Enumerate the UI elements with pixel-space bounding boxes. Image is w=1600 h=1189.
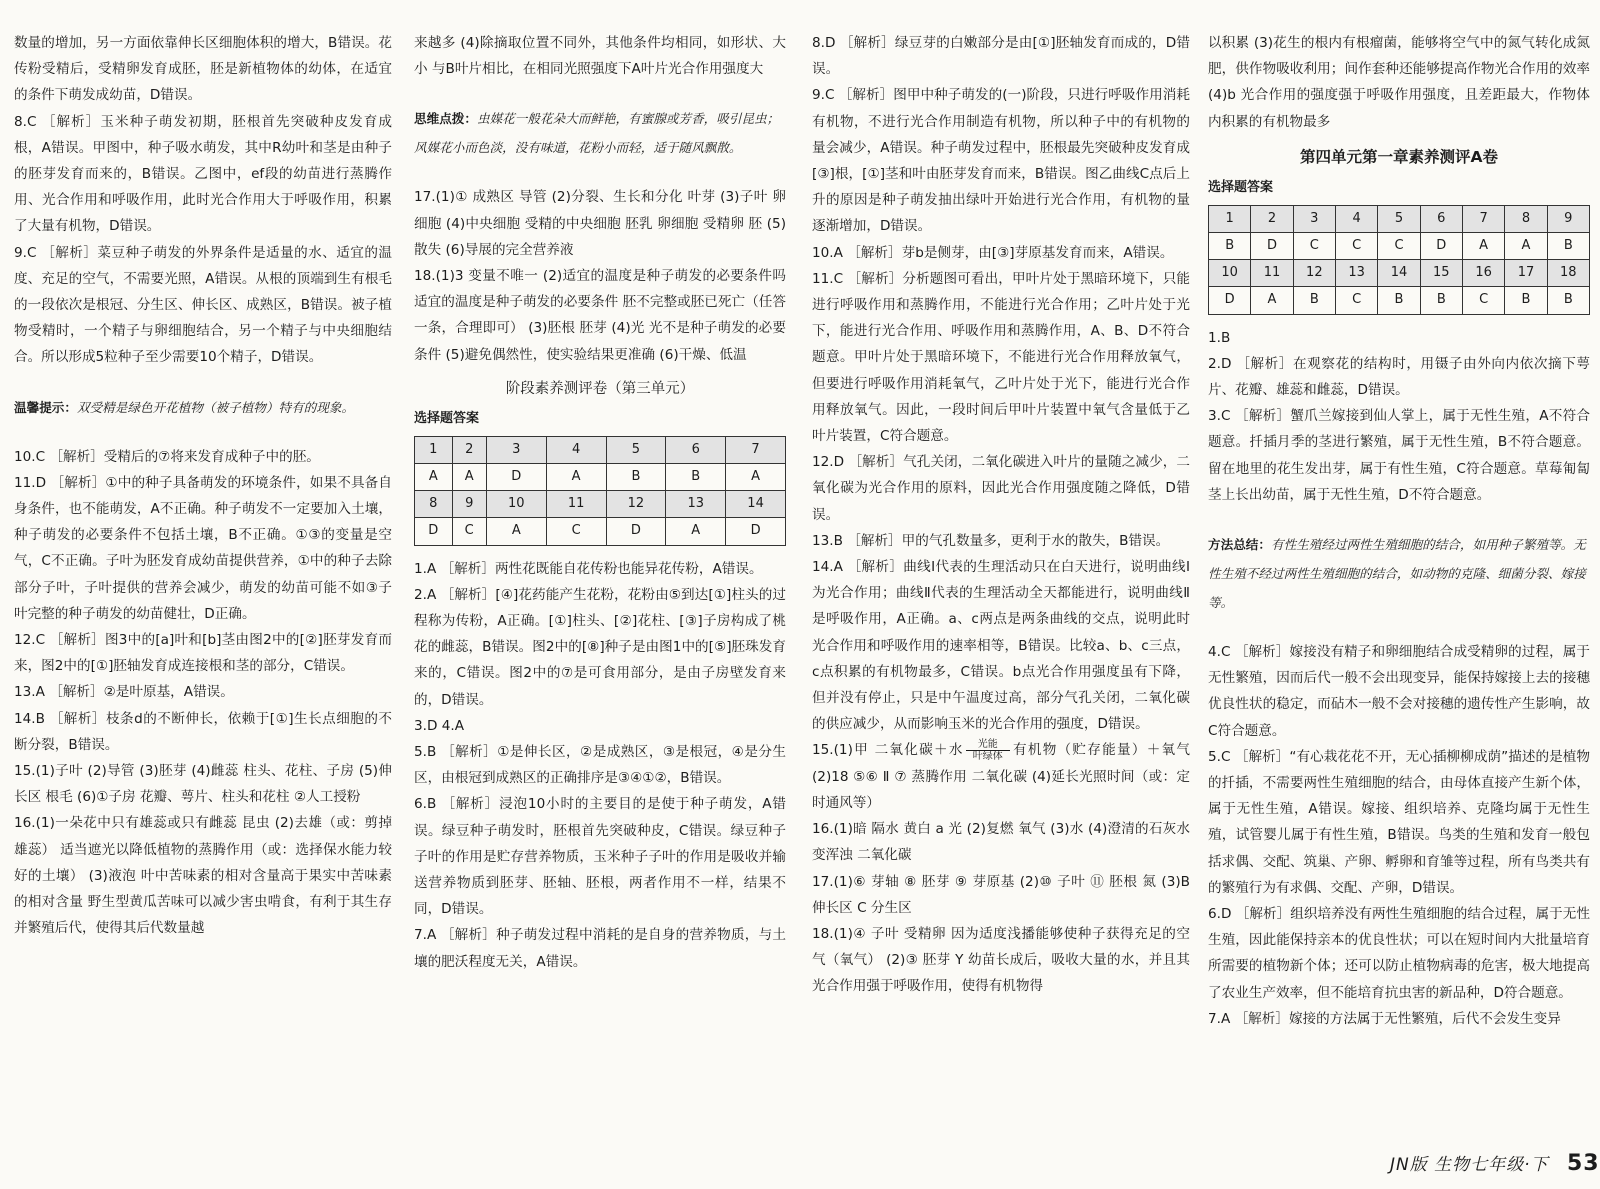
- table-cell: 14: [1378, 260, 1420, 287]
- table-cell: 18: [1547, 260, 1589, 287]
- table-row-answers: [415, 464, 786, 491]
- method-summary-note: [1208, 530, 1590, 617]
- answer-paragraph: 12.C ［解析］图3中的[a]叶和[b]茎由图2中的[②]胚芽发育而来，图2中的[①]胚轴发育成连接根和茎的部分，C错误。: [14, 632, 392, 675]
- table-cell: 9: [452, 491, 486, 518]
- table-cell: C: [1335, 233, 1377, 260]
- table-cell: A: [1251, 287, 1293, 314]
- table-row-numbers: [415, 491, 786, 518]
- answer-paragraph: 3.D 4.A: [414, 717, 465, 734]
- table-cell: 4: [546, 436, 606, 463]
- table-cell: 12: [1293, 260, 1335, 287]
- table-cell: B: [606, 464, 666, 491]
- answer-paragraph: 1.B: [1208, 329, 1231, 346]
- table-cell: A: [1505, 233, 1547, 260]
- answer-paragraph: 18.(1)3 变量不唯一 (2)适宜的温度是种子萌发的必要条件吗 适宜的温度是种子萌发的必要条件 胚不完整或胚已死亡（任答一条，合理即可） (3)胚根 胚芽 (4)光 光不是种子萌发的必要条件 (5)避免偶然性，使实验结果更准确 (6)干燥、低温: [414, 268, 786, 363]
- table-cell: 1: [1209, 205, 1251, 232]
- answer-paragraph: 17.(1)① 成熟区 导管 (2)分裂、生长和分化 叶芽 (3)子叶 卵细胞 (4)中央细胞 受精的中央细胞 胚乳 卵细胞 受精卵 胚 (5)散失 (6)导展的完全营养液: [414, 189, 786, 258]
- table-cell: 8: [415, 491, 453, 518]
- table-cell: D: [486, 464, 546, 491]
- table-cell: 11: [546, 491, 606, 518]
- note-label: 思维点拨：: [414, 111, 477, 127]
- answer-paragraph: 9.C ［解析］菜豆种子萌发的外界条件是适量的水、适宜的温度、充足的空气，不需要光照，A错误。从根的顶端到生有根毛的一段依次是根冠、分生区、伸长区、成熟区，B错误。被子植物受精时，一个精子与卵细胞结合，另一个精子与中央细胞结合。所以形成5粒种子至少需要10个精子，D错误。: [14, 244, 392, 366]
- table-cell: B: [1547, 233, 1589, 260]
- tip-label: 温馨提示：: [14, 399, 77, 415]
- table-row-numbers: [1209, 205, 1590, 232]
- table-cell: B: [1420, 287, 1462, 314]
- answer-paragraph: 6.D ［解析］组织培养没有两性生殖细胞的结合过程，属于无性生殖，因此能保持亲本的优良性状；可以在短时间内大批量培育所需要的植物新个体；还可以防止植物病毒的危害，极大地提高了农业生产效率，但不能培育抗虫害的新品种，D符合题意。: [1208, 906, 1590, 1001]
- table-cell: B: [1293, 287, 1335, 314]
- note-text: 虫媒花一般花朵大而鲜艳，有蜜腺或芳香，吸引昆虫；风媒花小而色淡，没有味道，花粉小而轻，适于随风飘散。: [414, 111, 780, 156]
- answer-paragraph: 9.C ［解析］图甲中种子萌发的(一)阶段，只进行呼吸作用消耗有机物，不进行光合作用制造有机物，所以种子中的有机物的量会减少，A错误。种子萌发过程中，胚根最先突破种皮发育成[③]根，[①]茎和叶由胚芽发育而来，B错误。图乙曲线C点后上升的原因是种子萌发抽出绿叶开始进行光合作用，有机物的量逐渐增加，D错误。: [812, 87, 1190, 235]
- tip-note: [14, 393, 392, 422]
- page-footer: [1390, 1150, 1600, 1176]
- table-cell: D: [606, 518, 666, 545]
- answer-paragraph: 7.A ［解析］种子萌发过程中消耗的是自身的营养物质，与土壤的肥沃程度无关，A错误。: [414, 927, 786, 970]
- answer-paragraph: 4.C ［解析］嫁接没有精子和卵细胞结合成受精卵的过程，属于无性繁殖，因而后代一般不会出现变异，能保持嫁接上去的接穗优良性状的稳定，而砧木一般不会对接穗的遗传性产生影响，故C符合题意。: [1208, 644, 1590, 739]
- table-cell: 10: [486, 491, 546, 518]
- table-cell: A: [726, 464, 786, 491]
- table-cell: D: [1420, 233, 1462, 260]
- answer-paragraph: 3.C ［解析］蟹爪兰嫁接到仙人掌上，属于无性生殖，A不符合题意。扦插月季的茎进行繁殖，属于无性生殖，B不符合题意。留在地里的花生发出芽，属于有性生殖，C符合题意。草莓匍匐茎上长出幼苗，属于无性生殖，D不符合题意。: [1208, 408, 1590, 503]
- table-cell: 10: [1209, 260, 1251, 287]
- table-cell: 2: [452, 436, 486, 463]
- answer-paragraph: 8.D ［解析］绿豆芽的白嫩部分是由[①]胚轴发育而成的，D错误。: [812, 35, 1190, 78]
- answer-paragraph: 16.(1)一朵花中只有雄蕊或只有雌蕊 昆虫 (2)去雄（或：剪掉雄蕊） 适当遮光以降低植物的蒸腾作用（或：选择保水能力较好的土壤） (3)液泡 叶中苦味素的相对含量高于果实中苦味素的相对含量 野生型黄瓜苦味可以减少害虫啃食，有利于其生存并繁殖后代，使得其后代数量越: [14, 815, 392, 937]
- answer-paragraph: 5.C ［解析］“有心栽花花不开，无心插柳柳成荫”描述的是植物的扦插，不需要两性生殖细胞的结合，由母体直接产生新个体，属于无性生殖，A错误。嫁接、组织培养、克隆均属于无性生殖，试管婴儿属于有性生殖，B错误。鸟类的生殖和发育一般包括求偶、交配、筑巢、产卵、孵卵和育雏等过程，所有鸟类共有的繁殖行为有求偶、交配、产卵，D错误。: [1208, 748, 1590, 896]
- table-cell: A: [666, 518, 726, 545]
- page-number: 53: [1566, 1151, 1600, 1176]
- table-cell: A: [486, 518, 546, 545]
- answer-table: [1208, 205, 1590, 315]
- table-row-numbers: [1209, 260, 1590, 287]
- table-cell: 6: [666, 436, 726, 463]
- edition-label: JN版: [1390, 1155, 1428, 1175]
- answer-paragraph: 8.C ［解析］玉米种子萌发初期，胚根首先突破种皮发育成根，A错误。甲图中，种子吸水萌发，其中R幼叶和茎是由种子的胚芽发育而来的，B错误。乙图中，ef段的幼苗进行蒸腾作用、光合作用和呼吸作用，此时光合作用大于呼吸作用，积累了大量有机物，D错误。: [14, 113, 392, 235]
- table-cell: 4: [1335, 205, 1377, 232]
- table-cell: 16: [1462, 260, 1504, 287]
- arrow-condition-top: 光能: [977, 738, 998, 750]
- note-text: 有性生殖经过两性生殖细胞的结合，如用种子繁殖等。无性生殖不经过两性生殖细胞的结合，如动物的克隆、细菌分裂、嫁接等。: [1208, 537, 1586, 611]
- answer-paragraph: 14.B ［解析］枝条d的不断伸长，依赖于[①]生长点细胞的不断分裂，B错误。: [14, 710, 392, 753]
- answer-paragraph: 16.(1)暗 隔水 黄白 a 光 (2)复燃 氧气 (3)水 (4)澄清的石灰水变浑浊 二氧化碳: [812, 821, 1190, 864]
- table-cell: 5: [606, 436, 666, 463]
- table-cell: C: [1462, 287, 1504, 314]
- answer-paragraph: 13.B ［解析］甲的气孔数量多，更利于水的散失，B错误。: [812, 532, 1170, 549]
- thinking-note: [414, 104, 786, 162]
- table-cell: 5: [1378, 205, 1420, 232]
- table-cell: C: [546, 518, 606, 545]
- reaction-arrow: [966, 739, 1010, 762]
- answer-paragraph: 6.B ［解析］浸泡10小时的主要目的是使于种子萌发，A错误。绿豆种子萌发时，胚根首先突破种皮，C错误。绿豆种子子叶的作用是贮存营养物质，玉米种子子叶的作用是吸收并输送营养物质到胚芽、胚轴、胚根，两者作用不一样，结果不同，D错误。: [414, 796, 786, 918]
- table-cell: A: [452, 464, 486, 491]
- section-title: 第四单元第一章素养测评A卷: [1300, 147, 1498, 166]
- answer-paragraph: 13.A ［解析］②是叶原基，A错误。: [14, 684, 234, 701]
- table-cell: 14: [726, 491, 786, 518]
- equation-right: 有机物（贮存能量）＋氧气 (2)18 ⑤⑥ Ⅱ ⑦ 蒸腾作用 二氧化碳 (4)延长光照时间（或：定时通风等）: [812, 742, 1190, 811]
- table-cell: 7: [726, 436, 786, 463]
- table-cell: 11: [1251, 260, 1293, 287]
- answer-paragraph: 10.A ［解析］芽b是侧芽，由[③]芽原基发育而来，A错误。: [812, 244, 1174, 261]
- answer-paragraph: 15.(1)子叶 (2)导管 (3)胚芽 (4)雌蕊 柱头、花柱、子房 (5)伸长区 根毛 (6)①子房 花瓣、萼片、柱头和花柱 ②人工授粉: [14, 763, 392, 806]
- arrow-condition-bottom: 叶绿体: [972, 750, 1003, 762]
- table-cell: A: [1462, 233, 1504, 260]
- column-2: [414, 30, 786, 975]
- answer-paragraph: 2.A ［解析］[④]花药能产生花粉，花粉由⑤到达[①]柱头的过程称为传粉，A正确。[①]柱头、[②]花柱、[③]子房构成了桃花的雌蕊，B错误。图2中的[⑧]种子是由图1中的[⑤]胚珠发育来的，C错误。图2中的⑦是可食用部分，是由子房壁发育来的，D错误。: [414, 586, 786, 708]
- table-cell: 12: [606, 491, 666, 518]
- table-cell: 2: [1251, 205, 1293, 232]
- answer-paragraph: 12.D ［解析］气孔关闭，二氧化碳进入叶片的量随之减少，二氧化碳为光合作用的原料，因此光合作用强度随之降低，D错误。: [812, 454, 1190, 523]
- answer-paragraph: 以积累 (3)花生的根内有根瘤菌，能够将空气中的氮气转化成氮肥，供作物吸收利用；间作套种还能够提高作物光合作用的效率 (4)b 光合作用的强度强于呼吸作用强度，且差距最大，作物体内积累的有机物最多: [1208, 35, 1590, 130]
- table-cell: B: [1547, 287, 1589, 314]
- table-cell: C: [1335, 287, 1377, 314]
- note-label: 方法总结：: [1208, 537, 1271, 553]
- tip-text: 双受精是绿色开花植物（被子植物）特有的现象。: [76, 399, 355, 415]
- answer-paragraph: 1.A ［解析］两性花既能自花传粉也能异花传粉，A错误。: [414, 560, 763, 577]
- answer-paragraph: 10.C ［解析］受精后的⑦将来发育成种子中的胚。: [14, 448, 320, 465]
- answer-table: [414, 436, 786, 546]
- answer-paragraph: 数量的增加，另一方面依靠伸长区细胞体积的增大，B错误。花传粉受精后，受精卵发育成胚，胚是新植物体的幼体，在适宜的条件下萌发成幼苗，D错误。: [14, 35, 392, 104]
- table-cell: 6: [1420, 205, 1462, 232]
- table-cell: 9: [1547, 205, 1589, 232]
- table-cell: A: [546, 464, 606, 491]
- table-cell: C: [1378, 233, 1420, 260]
- table-cell: 1: [415, 436, 453, 463]
- column-4: [1208, 30, 1590, 1032]
- table-cell: A: [415, 464, 453, 491]
- table-cell: B: [666, 464, 726, 491]
- equation-left: 15.(1)甲 二氧化碳＋水: [812, 742, 964, 759]
- table-cell: 3: [486, 436, 546, 463]
- table-row-answers: [1209, 287, 1590, 314]
- section-subtitle: 选择题答案: [414, 410, 480, 426]
- table-cell: D: [1251, 233, 1293, 260]
- table-row-answers: [1209, 233, 1590, 260]
- answer-paragraph: 来越多 (4)除摘取位置不同外，其他条件均相同，如形状、大小 与B叶片相比，在相同光照强度下A叶片光合作用强度大: [414, 35, 786, 78]
- table-cell: 17: [1505, 260, 1547, 287]
- answer-paragraph-equation: [812, 737, 1190, 816]
- answer-paragraph: 5.B ［解析］①是伸长区，②是成熟区，③是根冠，④是分生区，由根冠到成熟区的正确排序是③④①②，B错误。: [414, 744, 786, 787]
- answer-paragraph: 11.C ［解析］分析题图可看出，甲叶片处于黑暗环境下，只能进行呼吸作用和蒸腾作用，不能进行光合作用；乙叶片处于光下，能进行光合作用、呼吸作用和蒸腾作用，A、B、D不符合题意。甲叶片处于黑暗环境下，不能进行光合作用释放氧气，但要进行呼吸作用消耗氧气，乙叶片处于光下，能进行光合作用释放氧气。因此，一段时间后甲叶片装置中氧气含量低于乙叶片装置，C符合题意。: [812, 270, 1190, 445]
- answer-paragraph: 11.D ［解析］①中的种子具备萌发的环境条件，如果不具备自身条件，也不能萌发，A不正确。种子萌发不一定要加入土壤，种子萌发的必要条件不包括土壤，B不正确。①③的变量是空气，C不正确。子叶为胚发育成幼苗提供营养，①中的种子去除部分子叶，子叶提供的营养会减少，萌发的幼苗可能不如③子叶完整的种子萌发的幼苗健壮，D正确。: [14, 474, 392, 622]
- section-title: 阶段素养测评卷（第三单元）: [505, 380, 695, 397]
- answer-paragraph: 18.(1)④ 子叶 受精卵 因为适度浅播能够使种子获得充足的空气（氧气） (2)③ 胚芽 Y 幼苗长成后，吸收大量的水，并且其光合作用强于呼吸作用，使得有机物得: [812, 925, 1190, 995]
- table-cell: 7: [1462, 205, 1504, 232]
- table-cell: 8: [1505, 205, 1547, 232]
- table-cell: B: [1209, 233, 1251, 260]
- table-cell: 3: [1293, 205, 1335, 232]
- subject-label: 生物七年级·下: [1434, 1155, 1549, 1175]
- table-row-answers: [415, 518, 786, 545]
- answer-paragraph: 14.A ［解析］曲线Ⅰ代表的生理活动只在白天进行，说明曲线Ⅰ为光合作用；曲线Ⅱ代表的生理活动全天都能进行，说明曲线Ⅱ是呼吸作用，A正确。a、c两点是两条曲线的交点，说明此时光合作用和呼吸作用的速率相等，B错误。比较a、b、c三点，c点积累的有机物最多，C错误。b点光合作用强度虽有下降，但并没有停止，只是中午温度过高，部分气孔关闭，二氧化碳的供应减少，从而影响玉米的光合作用的强度，D错误。: [812, 559, 1190, 733]
- table-cell: D: [415, 518, 453, 545]
- answer-paragraph: 2.D ［解析］在观察花的结构时，用镊子由外向内依次摘下萼片、花瓣、雄蕊和雌蕊，D错误。: [1208, 355, 1590, 399]
- section-subtitle: 选择题答案: [1208, 179, 1274, 195]
- table-cell: 13: [1335, 260, 1377, 287]
- table-cell: D: [1209, 287, 1251, 314]
- answer-paragraph: 7.A ［解析］嫁接的方法属于无性繁殖，后代不会发生变异: [1208, 1010, 1561, 1027]
- table-cell: B: [1378, 287, 1420, 314]
- table-cell: C: [1293, 233, 1335, 260]
- table-row-numbers: [415, 436, 786, 463]
- column-1: [14, 30, 392, 942]
- table-cell: 13: [666, 491, 726, 518]
- table-cell: 15: [1420, 260, 1462, 287]
- answer-paragraph: 17.(1)⑥ 芽轴 ⑧ 胚芽 ⑨ 芽原基 (2)⑩ 子叶 ⑪ 胚根 氮 (3)B 伸长区 C 分生区: [812, 873, 1190, 916]
- table-cell: C: [452, 518, 486, 545]
- table-cell: B: [1505, 287, 1547, 314]
- table-cell: D: [726, 518, 786, 545]
- column-3: [812, 30, 1190, 1000]
